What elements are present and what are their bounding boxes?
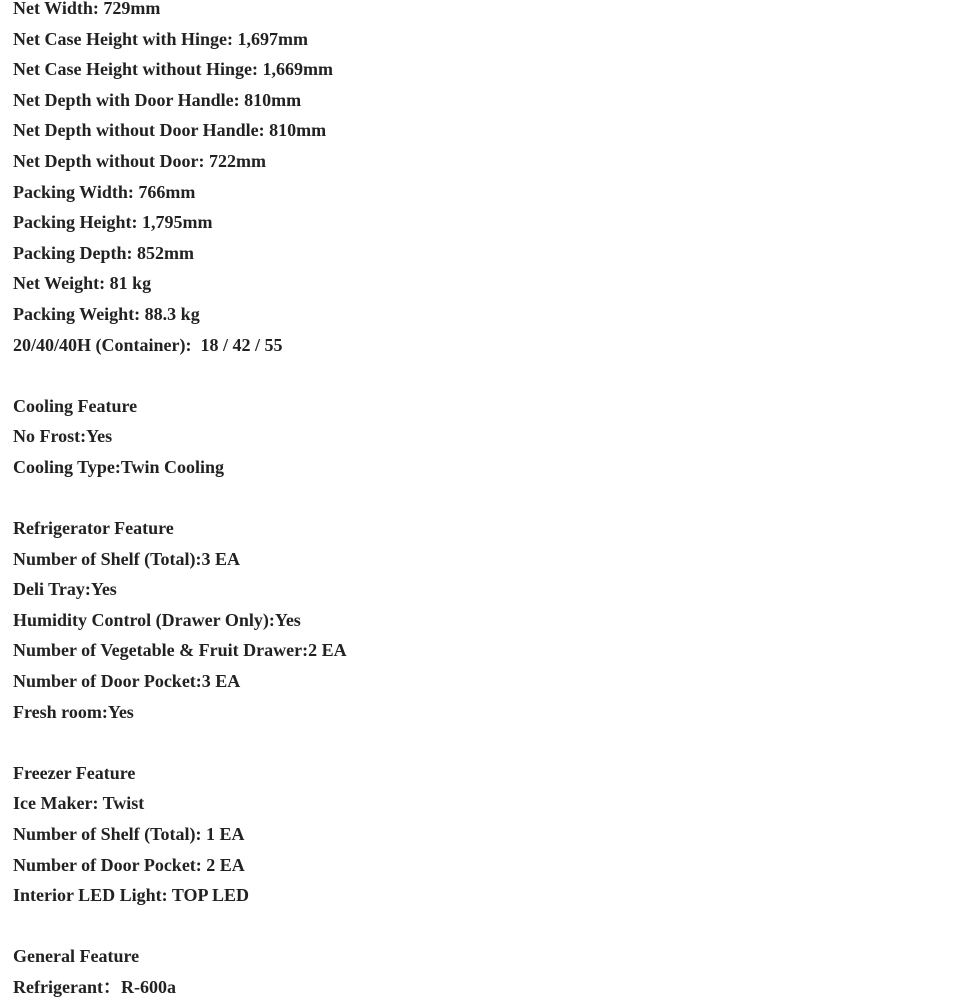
dimensions-section (13, 0, 347, 360)
spec-content (13, 0, 347, 1000)
section-spacer (13, 483, 347, 514)
refrigerator-feature-section (13, 513, 347, 727)
spec-line-packing-width: Packing Width: 766mm (13, 181, 196, 202)
spec-line-freezer-shelf-count: Number of Shelf (Total): 1 EA (13, 824, 245, 845)
spec-line-net-width: Net Width: 729mm (13, 0, 161, 18)
spec-line-net-depth-with-door-handle: Net Depth with Door Handle: 810mm (13, 89, 302, 110)
section-heading-general: General Feature (13, 946, 140, 967)
general-feature-section (13, 941, 347, 1000)
spec-line-deli-tray: Deli Tray:Yes (13, 579, 117, 600)
section-heading-freezer: Freezer Feature (13, 762, 136, 783)
spec-line-no-frost: No Frost:Yes (13, 426, 113, 447)
section-spacer (13, 360, 347, 391)
spec-line-packing-weight: Packing Weight: 88.3 kg (13, 303, 200, 324)
freezer-feature-section (13, 758, 347, 911)
spec-line-cooling-type: Cooling Type:Twin Cooling (13, 456, 225, 477)
spec-line-ice-maker: Ice Maker: Twist (13, 793, 145, 814)
spec-line-net-case-height-without-hinge: Net Case Height without Hinge: 1,669mm (13, 59, 333, 80)
spec-line-fridge-door-pocket: Number of Door Pocket:3 EA (13, 671, 241, 692)
cooling-feature-section (13, 391, 347, 483)
section-spacer (13, 911, 347, 942)
spec-line-packing-depth: Packing Depth: 852mm (13, 242, 194, 263)
spec-line-net-weight: Net Weight: 81 kg (13, 273, 152, 294)
spec-line-packing-height: Packing Height: 1,795mm (13, 212, 213, 233)
spec-line-net-depth-without-door: Net Depth without Door: 722mm (13, 150, 266, 171)
spec-line-fresh-room: Fresh room:Yes (13, 701, 134, 722)
spec-line-vegetable-fruit-drawer: Number of Vegetable & Fruit Drawer:2 EA (13, 640, 347, 661)
spec-line-container-capacity: 20/40/40H (Container): 18 / 42 / 55 (13, 334, 283, 355)
section-spacer (13, 727, 347, 758)
spec-line-refrigerant: Refrigerant：R-600a (13, 977, 176, 997)
spec-line-interior-led-light: Interior LED Light: TOP LED (13, 885, 250, 906)
spec-line-humidity-control: Humidity Control (Drawer Only):Yes (13, 609, 301, 630)
spec-line-net-case-height-with-hinge: Net Case Height with Hinge: 1,697mm (13, 28, 308, 49)
section-heading-cooling: Cooling Feature (13, 395, 138, 416)
spec-line-fridge-shelf-count: Number of Shelf (Total):3 EA (13, 548, 241, 569)
spec-line-net-depth-without-door-handle: Net Depth without Door Handle: 810mm (13, 120, 327, 141)
spec-line-freezer-door-pocket: Number of Door Pocket: 2 EA (13, 854, 245, 875)
section-heading-refrigerator: Refrigerator Feature (13, 518, 174, 539)
